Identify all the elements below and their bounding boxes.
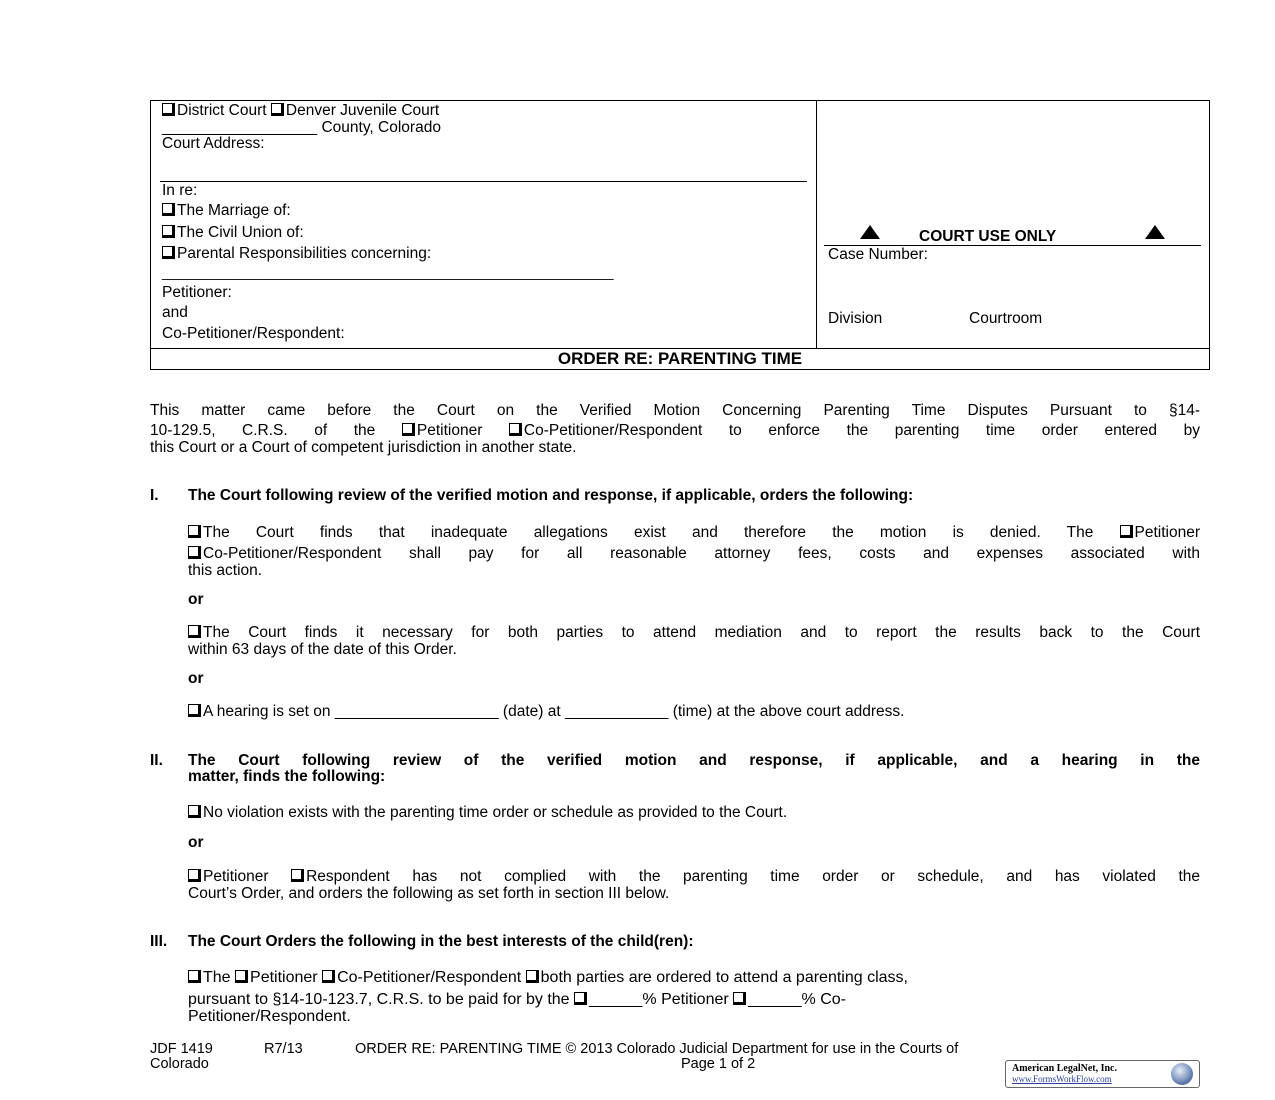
fees-respondent-checkbox[interactable] [188,546,201,559]
globe-icon [1171,1063,1193,1085]
class-petitioner-checkbox[interactable] [235,970,248,983]
court-use-only-label: COURT USE ONLY [919,228,1057,245]
fees-petitioner-label: Petitioner [1134,524,1200,541]
marriage-label: The Marriage of: [177,202,291,219]
class-respondent-checkbox[interactable] [322,970,335,983]
section-3-option-1-line-3: Petitioner/Respondent. [188,1008,351,1025]
payment-petitioner-checkbox[interactable] [574,992,587,1005]
respondent-label: Co-Petitioner/Respondent: [162,325,345,342]
or-label: or [188,670,204,687]
footer-form-id: JDF 1419 [150,1041,213,1057]
no-violation-checkbox[interactable] [188,805,201,818]
parental-responsibilities-label: Parental Responsibilities concerning: [177,245,432,262]
the-label: The [203,969,231,986]
class-both-parties-text: both parties are ordered to attend a parenting class, [540,969,908,986]
section-2-heading-line-2: matter, finds the following: [188,768,386,785]
court-type-row [162,102,439,120]
payment-petitioner-percent: ______% Petitioner [589,991,729,1008]
denver-juvenile-court-label: Denver Juvenile Court [285,102,440,119]
section-1-number: I. [150,487,159,504]
denied-text: The Court finds that inadequate allegations exist and therefore the motion is denied. The [203,524,1094,541]
district-court-label: District Court [177,102,267,119]
section-3-option-1-line-1 [188,969,908,987]
hearing-checkbox[interactable] [188,704,201,717]
section-2-number: II. [150,752,163,769]
logo-website-link[interactable]: www.FormsWorkFlow.com [1012,1074,1112,1084]
footer-revision: R7/13 [264,1041,303,1057]
intro-respondent-checkbox[interactable] [509,423,522,436]
fees-respondent-text: Co-Petitioner/Respondent shall pay for all reasonable attorney fees, costs and expenses associated with [203,545,1200,562]
parental-responsibilities-checkbox[interactable] [162,246,175,259]
section-1-option-2-line-2: within 63 days of the date of this Order. [188,641,457,658]
or-label: or [188,591,204,608]
marriage-checkbox[interactable] [162,203,175,216]
section-1-option-1-line-2 [188,545,1200,563]
or-label: or [188,834,204,851]
section-2-option-1 [188,804,787,822]
footer-page-number: Page 1 of 2 [681,1056,756,1072]
violation-respondent-text: Respondent has not complied with the parenting time order or schedule, and has violated the [306,868,1201,885]
denver-juvenile-court-checkbox[interactable] [271,103,284,116]
in-re-label: In re: [162,182,198,199]
intro-text-a: 10-129.5, C.R.S. of the [150,422,376,439]
courtroom-label: Courtroom [969,310,1043,327]
section-2-option-2-line-1 [188,868,1200,886]
section-3-number: III. [150,933,168,950]
footer-text: ORDER RE: PARENTING TIME © 2013 Colorado Judicial Department for use in the Courts of [355,1041,959,1057]
fees-petitioner-checkbox[interactable] [1120,525,1133,538]
up-arrow-icon [1145,225,1165,239]
class-petitioner-label: Petitioner [250,969,318,986]
division-label: Division [828,310,883,327]
page-title: ORDER RE: PARENTING TIME [557,349,803,368]
payment-respondent-percent: ______% Co- [748,991,846,1008]
petitioner-label: Petitioner: [162,284,232,301]
payment-respondent-checkbox[interactable] [733,992,746,1005]
up-arrow-icon [860,225,880,239]
matter-marriage [162,202,291,220]
section-2-heading-line-1: The Court following review of the verified motion and response, if applicable, and a hearing in the [188,752,1200,769]
civil-union-label: The Civil Union of: [177,224,304,241]
section-1-option-1-line-3: this action. [188,562,263,579]
intro-line-3: this Court or a Court of competent jurisdiction in another state. [150,439,577,456]
intro-petitioner-label: Petitioner [416,422,483,439]
county-line: __________________ County, Colorado [162,119,441,136]
class-respondent-label: Co-Petitioner/Respondent [337,969,522,986]
hearing-text: A hearing is set on ___________________ (date) at ____________ (time) at the above court address. [203,703,905,720]
civil-union-checkbox[interactable] [162,225,175,238]
intro-text-c: Co-Petitioner/Respondent to enforce the parenting time order entered by [523,422,1200,439]
american-legalnet-logo[interactable] [1005,1060,1200,1088]
case-number-label: Case Number: [828,246,928,263]
section-1-option-2-line-1 [188,624,1200,642]
mediation-text: The Court finds it necessary for both parties to attend mediation and to report the results back to the Court [203,624,1200,641]
party-name-line: __________________________________________________________ [162,264,614,280]
section-3-option-1-line-2 [188,991,846,1009]
section-2-option-2-line-2: Court’s Order, and orders the following as set forth in section III below. [188,885,670,902]
intro-line-1: This matter came before the Court on the Verified Motion Concerning Parenting Time Disputes Pursuant to §14- [150,402,1200,419]
matter-parental-responsibilities [162,245,431,263]
denied-checkbox[interactable] [188,525,201,538]
intro-petitioner-checkbox[interactable] [402,423,415,436]
footer-state: Colorado [150,1056,209,1072]
violation-respondent-checkbox[interactable] [291,869,304,882]
district-court-checkbox[interactable] [162,103,175,116]
violation-petitioner-label: Petitioner [203,868,269,885]
and-label: and [162,304,188,321]
section-1-heading: The Court following review of the verified motion and response, if applicable, orders the following: [188,487,914,504]
class-both-parties-checkbox[interactable] [526,970,539,983]
class-payment-text: pursuant to §14-10-123.7, C.R.S. to be paid for by the [188,991,570,1008]
matter-civil-union [162,224,304,242]
mediation-checkbox[interactable] [188,625,201,638]
section-1-option-3 [188,703,904,721]
no-violation-text: No violation exists with the parenting time order or schedule as provided to the Court. [203,804,788,821]
section-1-option-1-line-1 [188,524,1200,542]
court-address-label: Court Address: [162,135,265,152]
parenting-class-checkbox[interactable] [188,970,201,983]
section-3-heading: The Court Orders the following in the best interests of the child(ren): [188,933,694,950]
logo-company-name: American LegalNet, Inc. [1012,1063,1117,1074]
violation-petitioner-checkbox[interactable] [188,869,201,882]
intro-line-2 [150,422,1200,440]
